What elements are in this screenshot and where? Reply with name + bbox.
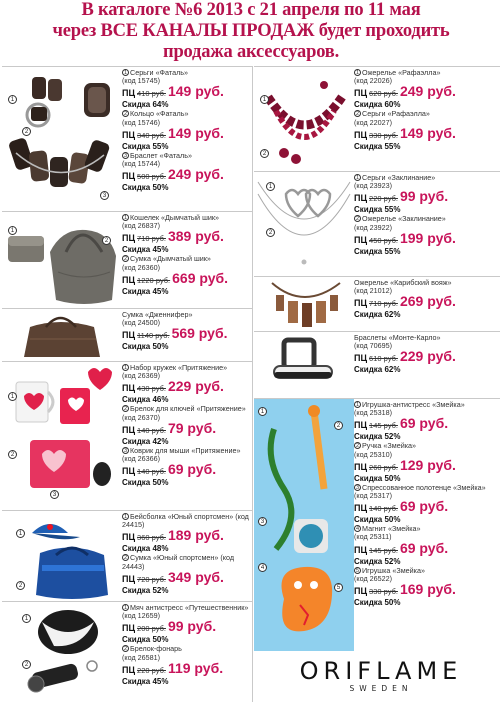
- product-code: (код 25311): [354, 532, 392, 542]
- product-item: [122, 645, 250, 685]
- badge-sportsmen-2: 2: [16, 581, 25, 590]
- new-price: 69 руб.: [399, 539, 449, 556]
- new-price: 269 руб.: [399, 293, 456, 310]
- pc-label: ПЦ: [354, 544, 368, 555]
- catalog-header: [0, 0, 502, 66]
- monte-carlo-bracelets-image: [254, 332, 354, 390]
- old-price: 430 руб.: [137, 384, 166, 394]
- header-line-2: через ВСЕ КАНАЛЫ ПРОДАЖ будет проходить: [52, 21, 450, 41]
- product-code: (код 23922): [354, 222, 393, 232]
- badge-dymchaty-1: 1: [8, 226, 17, 235]
- product-name: Ожерелье «Заклинание»: [362, 214, 446, 224]
- item-number: 4: [355, 526, 360, 533]
- product-name: Сумка «Дженнифер»: [122, 310, 193, 319]
- item-number: 2: [355, 111, 360, 118]
- montecarlo-items: [354, 334, 500, 375]
- zaklinanie-items: [354, 174, 500, 257]
- pc-label: ПЦ: [122, 129, 136, 140]
- badge-prityazhenie-1: 1: [8, 392, 17, 401]
- discount: Скидка 52%: [122, 585, 169, 595]
- oriflame-logo: [268, 658, 494, 694]
- old-price: 720 руб.: [137, 574, 166, 584]
- product-name: Кольцо «Фаталь»: [130, 109, 189, 119]
- discount: Скидка 55%: [122, 141, 169, 151]
- item-number: 1: [355, 175, 360, 181]
- item-number: 1: [123, 70, 128, 76]
- product-block-prityazhenie: [2, 361, 252, 509]
- product-item: [122, 447, 250, 487]
- product-name: Сумка «Юный спортсмен»: [130, 553, 219, 563]
- product-item: [354, 215, 500, 255]
- product-item: [122, 604, 250, 644]
- product-block-puteshestvennik: [2, 601, 252, 702]
- badge-zmeyka-4: 4: [258, 563, 267, 572]
- discount: Скидка 50%: [354, 473, 401, 483]
- fatal-items: [122, 69, 250, 193]
- badge-dymchaty-2: 2: [102, 236, 111, 245]
- new-price: 669 руб.: [172, 269, 229, 286]
- product-name: Сумка «Дымчатый шик»: [130, 254, 211, 264]
- jennifer-items: [122, 311, 250, 352]
- new-price: 189 руб.: [167, 527, 224, 544]
- product-item: [354, 401, 500, 441]
- item-number: 3: [123, 152, 128, 159]
- discount: Скидка 62%: [354, 310, 401, 320]
- new-price: 249 руб.: [167, 166, 224, 183]
- old-price: 220 руб.: [369, 194, 398, 204]
- old-price: 710 руб.: [137, 234, 166, 244]
- old-price: 330 руб.: [369, 130, 398, 140]
- product-item: [122, 214, 250, 254]
- product-code: (код 25318): [354, 408, 393, 418]
- product-item: [354, 279, 500, 319]
- new-price: 249 руб.: [399, 83, 456, 100]
- badge-zaklinanie-2: 2: [266, 228, 275, 237]
- column-divider: [252, 66, 253, 702]
- pc-label: ПЦ: [354, 586, 368, 597]
- header-line-1: В каталоге №6 2013 с 21 апреля по 11 мая: [81, 0, 421, 20]
- new-price: 389 руб.: [167, 228, 224, 245]
- product-name: Мяч антистресс «Путешественник»: [130, 603, 249, 612]
- badge-fatal-2: 2: [22, 127, 31, 136]
- old-price: 145 руб.: [369, 421, 398, 431]
- item-number: 2: [123, 646, 128, 653]
- product-name: Кошелек «Дымчатый шик»: [130, 213, 219, 222]
- pc-label: ПЦ: [354, 234, 368, 245]
- rafaella-necklace-image: [254, 67, 354, 171]
- product-item: [122, 513, 250, 553]
- product-item: [354, 110, 500, 150]
- discount: Скидка 64%: [122, 100, 169, 110]
- product-name: Браслет «Фаталь»: [130, 150, 192, 160]
- new-price: 349 руб.: [167, 568, 224, 585]
- badge-puteshestvennik-1: 1: [22, 614, 31, 623]
- discount: Скидка 50%: [122, 183, 169, 193]
- product-name: Бейсболка «Юный спортсмен»: [130, 512, 234, 521]
- new-price: 569 руб.: [171, 325, 228, 342]
- badge-zmeyka-3: 3: [258, 517, 267, 526]
- badge-fatal-3: 3: [100, 191, 109, 200]
- antistress-ball-torch-image: [2, 602, 120, 703]
- product-block-sportsmen: [2, 510, 252, 600]
- pc-label: ПЦ: [122, 330, 136, 341]
- old-price: 500 руб.: [137, 172, 166, 182]
- product-code: (код 12659): [122, 611, 161, 621]
- product-item: [354, 69, 500, 109]
- pc-label: ПЦ: [354, 420, 368, 431]
- new-price: 199 руб.: [399, 229, 456, 246]
- badge-rafaella-1: 1: [260, 95, 269, 104]
- product-name: Брелок-фонарь: [130, 644, 182, 654]
- old-price: 710 руб.: [369, 299, 398, 309]
- discount: Скидка 46%: [122, 395, 169, 405]
- old-price: 620 руб.: [369, 89, 398, 99]
- product-block-montecarlo: [254, 331, 500, 389]
- item-number: 2: [123, 406, 128, 413]
- item-number: 1: [123, 215, 128, 221]
- discount: Скидка 45%: [122, 676, 169, 686]
- logo-brand: ORIFLAME: [299, 657, 463, 685]
- pc-label: ПЦ: [354, 353, 368, 364]
- pc-label: ПЦ: [122, 171, 136, 182]
- prityazhenie-items: [122, 364, 250, 488]
- product-code: (код 26581): [122, 652, 161, 662]
- logo-country: SWEDEN: [349, 684, 413, 693]
- new-price: 119 руб.: [167, 659, 224, 676]
- snake-toys-image: [254, 399, 354, 651]
- discount: Скидка 52%: [354, 556, 401, 566]
- old-price: 145 руб.: [369, 545, 398, 555]
- product-name: Коврик для мыши «Притяжение»: [130, 445, 241, 455]
- discount: Скидка 50%: [354, 598, 401, 608]
- product-code: (код 25310): [354, 449, 393, 459]
- old-price: 410 руб.: [137, 89, 166, 99]
- product-code: (код 15745): [122, 76, 161, 86]
- new-price: 149 руб.: [399, 124, 456, 141]
- item-number: 2: [355, 443, 360, 450]
- product-block-fatal: [2, 66, 252, 210]
- old-price: 140 руб.: [137, 467, 166, 477]
- product-code: (код 24500): [122, 318, 161, 328]
- badge-prityazhenie-2: 2: [8, 450, 17, 459]
- discount: Скидка 60%: [354, 100, 401, 110]
- discount: Скидка 45%: [122, 286, 169, 296]
- discount: Скидка 50%: [122, 635, 169, 645]
- discount: Скидка 55%: [354, 141, 401, 151]
- old-price: 140 руб.: [137, 425, 166, 435]
- badge-rafaella-2: 2: [260, 149, 269, 158]
- pc-label: ПЦ: [354, 298, 368, 309]
- product-code: (код 25317): [354, 491, 393, 501]
- product-item: [354, 334, 500, 374]
- pc-label: ПЦ: [354, 461, 368, 472]
- item-number: 5: [355, 567, 360, 574]
- pc-label: ПЦ: [354, 129, 368, 140]
- product-block-dymchaty: [2, 211, 252, 307]
- fatal-jewelry-image: [2, 67, 120, 211]
- product-item: [354, 174, 500, 214]
- old-price: 1220 руб.: [137, 275, 171, 285]
- new-price: 229 руб.: [167, 378, 224, 395]
- pc-label: ПЦ: [122, 383, 136, 394]
- new-price: 169 руб.: [399, 581, 456, 598]
- product-code: (код 26370): [122, 412, 161, 422]
- product-block-jennifer: [2, 308, 252, 360]
- pc-label: ПЦ: [122, 664, 136, 675]
- puteshestvennik-items: [122, 604, 250, 687]
- discount: Скидка 42%: [122, 436, 169, 446]
- product-item: [122, 364, 250, 404]
- zmeyka-items: [354, 401, 500, 608]
- pc-label: ПЦ: [354, 88, 368, 99]
- new-price: 229 руб.: [399, 348, 456, 365]
- discount: Скидка 55%: [354, 246, 401, 256]
- discount: Скидка 50%: [122, 478, 169, 488]
- product-code: (код 23923): [354, 181, 393, 191]
- pc-label: ПЦ: [354, 503, 368, 514]
- product-code: (код 15744): [122, 159, 161, 169]
- pc-label: ПЦ: [122, 88, 136, 99]
- new-price: 69 руб.: [399, 498, 449, 515]
- product-name: Серьги «Рафаэлла»: [362, 109, 430, 119]
- item-number: 2: [123, 256, 128, 263]
- dymchaty-items: [122, 214, 250, 297]
- item-number: 1: [123, 365, 128, 371]
- product-item: [354, 567, 500, 607]
- new-price: 129 руб.: [399, 456, 456, 473]
- product-name: Серьги «Фаталь»: [130, 68, 189, 77]
- product-name: Магнит «Змейка»: [362, 524, 421, 534]
- pc-label: ПЦ: [122, 466, 136, 477]
- product-name: Серьги «Заклинание»: [362, 173, 436, 182]
- karib-items: [354, 279, 500, 320]
- product-item: [122, 110, 250, 150]
- product-code: (код 26360): [122, 262, 161, 272]
- badge-sportsmen-1: 1: [16, 529, 25, 538]
- old-price: 1140 руб.: [137, 331, 170, 341]
- new-price: 149 руб.: [167, 83, 224, 100]
- discount: Скидка 48%: [122, 544, 169, 554]
- product-name: Игрушка «Змейка»: [362, 565, 425, 575]
- pc-label: ПЦ: [122, 424, 136, 435]
- new-price: 79 руб.: [167, 419, 217, 436]
- old-price: 330 руб.: [369, 587, 398, 597]
- old-price: 610 руб.: [369, 354, 398, 364]
- new-price: 69 руб.: [399, 415, 449, 432]
- new-price: 149 руб.: [167, 124, 224, 141]
- discount: Скидка 62%: [354, 365, 401, 375]
- product-name: Брелок для ключей «Притяжение»: [130, 404, 246, 414]
- product-code: (код 26369): [122, 371, 161, 381]
- badge-zaklinanie-1: 1: [266, 182, 275, 191]
- old-price: 140 руб.: [369, 504, 398, 514]
- product-name: Ожерелье «Карибский вояж»: [354, 278, 452, 287]
- item-number: 2: [355, 216, 360, 223]
- product-name: Игрушка-антистресс «Змейка»: [362, 400, 465, 409]
- pc-label: ПЦ: [122, 623, 136, 634]
- product-name: Набор кружек «Притяжение»: [130, 363, 228, 372]
- product-item: [354, 525, 500, 565]
- old-price: 220 руб.: [137, 665, 166, 675]
- new-price: 69 руб.: [167, 461, 217, 478]
- item-number: 2: [123, 111, 128, 118]
- badge-zmeyka-2: 2: [334, 421, 343, 430]
- product-item: [122, 311, 250, 351]
- old-price: 200 руб.: [137, 624, 166, 634]
- old-price: 340 руб.: [137, 130, 166, 140]
- caribbean-necklace-image: [254, 277, 354, 331]
- discount: Скидка 50%: [354, 515, 401, 525]
- old-price: 360 руб.: [137, 533, 166, 543]
- product-code: (код 22026): [354, 76, 393, 86]
- product-item: [122, 554, 250, 594]
- product-code: (код 22027): [354, 117, 393, 127]
- pc-label: ПЦ: [354, 193, 368, 204]
- product-name: Спрессованное полотенце «Змейка»: [362, 482, 486, 492]
- item-number: 1: [123, 514, 128, 520]
- product-code: (код 24443): [122, 553, 235, 571]
- item-number: 2: [123, 555, 128, 562]
- pc-label: ПЦ: [122, 532, 136, 543]
- product-code: (код 21012): [354, 286, 393, 296]
- badge-fatal-1: 1: [8, 95, 17, 104]
- rafaella-items: [354, 69, 500, 152]
- badge-puteshestvennik-2: 2: [22, 660, 31, 669]
- pc-label: ПЦ: [122, 573, 136, 584]
- pc-label: ПЦ: [122, 274, 136, 285]
- product-code: (код 15746): [122, 117, 161, 127]
- product-block-rafaella: [254, 66, 500, 170]
- product-block-zaklinanie: [254, 171, 500, 275]
- old-price: 260 руб.: [369, 462, 398, 472]
- badge-prityazhenie-3: 3: [50, 490, 59, 499]
- product-name: Ожерелье «Рафаэлла»: [362, 68, 441, 77]
- item-number: 1: [355, 70, 360, 76]
- product-item: [122, 69, 250, 109]
- badge-zmeyka-1: 1: [258, 407, 267, 416]
- product-name: Ручка «Змейка»: [362, 441, 417, 451]
- product-item: [354, 484, 500, 524]
- product-block-karib: [254, 276, 500, 330]
- product-code: (код 70695): [354, 341, 393, 351]
- discount: Скидка 55%: [354, 205, 401, 215]
- new-price: 99 руб.: [399, 188, 449, 205]
- product-code: (код 24415): [122, 512, 249, 530]
- header-line-3: продажа аксессуаров.: [162, 42, 339, 62]
- attraction-mugs-image: [2, 362, 120, 510]
- item-number: 1: [355, 402, 360, 408]
- product-item: [354, 442, 500, 482]
- product-item: [122, 405, 250, 445]
- product-item: [122, 255, 250, 295]
- pc-label: ПЦ: [122, 233, 136, 244]
- discount: Скидка 45%: [122, 245, 169, 255]
- product-item: [122, 152, 250, 192]
- product-code: (код 26837): [122, 221, 161, 231]
- item-number: 3: [123, 447, 128, 454]
- new-price: 99 руб.: [167, 618, 217, 635]
- item-number: 3: [355, 484, 360, 491]
- product-block-zmeyka: [254, 398, 500, 650]
- badge-zmeyka-5: 5: [334, 583, 343, 592]
- smoky-bag-image: [2, 212, 120, 308]
- jennifer-bag-image: [2, 309, 120, 361]
- product-code: (код 26366): [122, 454, 161, 464]
- sportsmen-items: [122, 513, 250, 596]
- discount: Скидка 50%: [122, 342, 169, 352]
- product-name: Браслеты «Монте-Карло»: [354, 333, 441, 342]
- item-number: 1: [123, 605, 128, 611]
- old-price: 450 руб.: [369, 235, 398, 245]
- product-code: (код 26522): [354, 573, 393, 583]
- discount: Скидка 52%: [354, 432, 401, 442]
